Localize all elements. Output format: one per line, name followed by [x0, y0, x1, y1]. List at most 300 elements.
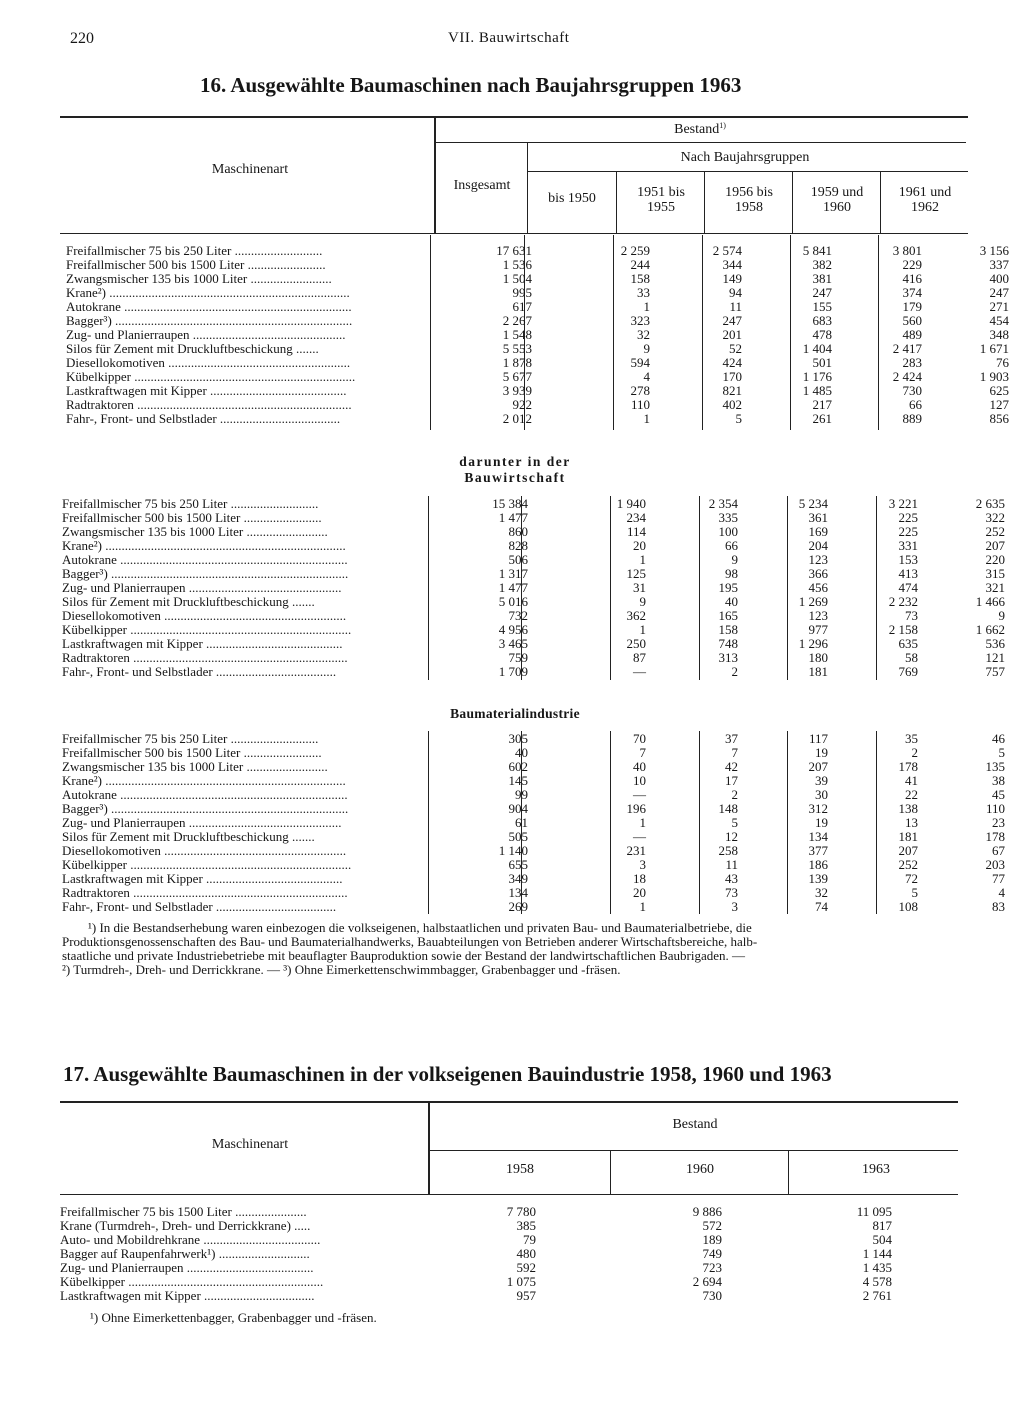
table16-top-rule	[60, 116, 968, 118]
table-cell: 72	[905, 871, 918, 886]
table16-footnote-line-2: Produktionsgenossenschaften des Bau- und Baumaterialhandwerks, Bauabteilungen von Betrieben anderer Wirtschaftsbereiche, halb-	[62, 934, 758, 949]
table-row	[62, 636, 1005, 651]
table-row	[62, 871, 1005, 886]
table-cell: 9 886	[692, 1204, 722, 1219]
table-cell: 2 424	[892, 369, 922, 384]
table-cell: 1	[643, 299, 650, 314]
row-label: Kübelkipper ....................................................................	[66, 370, 356, 384]
table-cell: 169	[808, 524, 828, 539]
table-row	[62, 731, 1005, 746]
table-cell: 31	[633, 580, 646, 595]
table-cell: 11	[729, 299, 742, 314]
table16-header-col-4: 1959 und 1960	[810, 185, 864, 215]
table-cell: 1 404	[802, 341, 832, 356]
table-cell: 41	[905, 773, 918, 788]
table17-header-year-1: 1958	[506, 1162, 534, 1177]
table-row	[60, 1219, 960, 1233]
row-label: Zwangsmischer 135 bis 1000 Liter .........................	[62, 760, 328, 774]
table-cell: 250	[626, 636, 646, 651]
table17-header-maschinenart: Maschinenart	[211, 1137, 289, 1152]
table-cell: 117	[808, 731, 828, 746]
table-cell: 138	[898, 801, 918, 816]
table-cell: 40	[725, 594, 738, 609]
row-label: Fahr-, Front- und Selbstlader .....................................	[62, 665, 337, 679]
table-cell: 489	[902, 327, 922, 342]
row-label: Zug- und Planierraupen ...............................................	[62, 816, 342, 830]
table-row	[60, 1261, 960, 1275]
page-number: 220	[70, 30, 94, 47]
table-cell: 283	[902, 355, 922, 370]
table-cell: 134	[808, 829, 828, 844]
table-cell: 98	[725, 566, 738, 581]
row-label: Lastkraftwagen mit Kipper ..........................................	[62, 872, 343, 886]
table17-header-bestand: Bestand	[672, 1117, 718, 1132]
table-cell: 635	[898, 636, 918, 651]
table-cell: 74	[815, 899, 828, 914]
table-cell: 817	[872, 1218, 892, 1233]
table-cell: 2	[731, 787, 738, 802]
table-row	[66, 369, 1009, 384]
table-cell: 617	[512, 299, 532, 314]
table-cell: 2 232	[888, 594, 918, 609]
table-cell: 9	[643, 341, 650, 356]
table-cell: 252	[985, 524, 1005, 539]
table-cell: 12	[725, 829, 738, 844]
table-cell: 344	[722, 257, 742, 272]
table-cell: 2 761	[862, 1288, 892, 1303]
table-cell: 505	[508, 829, 528, 844]
table-cell: 83	[992, 899, 1005, 914]
table-cell: 180	[808, 650, 828, 665]
table-row	[62, 496, 1005, 511]
table-cell: 1 466	[975, 594, 1005, 609]
table-cell: 904	[508, 801, 528, 816]
row-label: Zwangsmischer 135 bis 1000 Liter .........................	[66, 272, 332, 286]
table-cell: 58	[905, 650, 918, 665]
table-cell: 39	[815, 773, 828, 788]
table-cell: 4 956	[498, 622, 528, 637]
table-cell: 158	[630, 271, 650, 286]
table-cell: —	[633, 664, 646, 679]
table-cell: 17	[725, 773, 738, 788]
table-cell: 1	[643, 411, 650, 426]
table-cell: 195	[718, 580, 738, 595]
table-cell: 247	[722, 313, 742, 328]
table-cell: 1 940	[616, 496, 646, 511]
table-cell: 42	[725, 759, 738, 774]
table16-bestand-label: Bestand	[674, 122, 720, 137]
row-label: Lastkraftwagen mit Kipper ..................................	[60, 1289, 315, 1303]
row-label: Radtraktoren ..................................................................	[66, 398, 352, 412]
table-cell: 625	[989, 383, 1009, 398]
table-cell: 32	[815, 885, 828, 900]
table-cell: 231	[626, 843, 646, 858]
table-cell: 9	[998, 608, 1005, 623]
table-cell: 749	[702, 1246, 722, 1261]
table-cell: 3	[731, 899, 738, 914]
table-cell: 18	[633, 871, 646, 886]
row-label: Zug- und Planierraupen ...............................................	[66, 328, 346, 342]
row-label: Freifallmischer 75 bis 250 Liter ...........................	[66, 244, 323, 258]
table-cell: 2 259	[620, 243, 650, 258]
table16-header-nach-baujahrsgruppen: Nach Baujahrsgruppen	[680, 150, 810, 165]
table-cell: 1 548	[502, 327, 532, 342]
table-cell: 170	[722, 369, 742, 384]
table16-header-col-2: 1951 bis 1955	[637, 185, 685, 215]
table-cell: 38	[992, 773, 1005, 788]
table-cell: 730	[902, 383, 922, 398]
table-cell: 108	[898, 899, 918, 914]
table-cell: 592	[516, 1260, 536, 1275]
row-label: Krane²) ..........................................................................	[66, 286, 350, 300]
table-cell: 382	[812, 257, 832, 272]
table-cell: 1 435	[862, 1260, 892, 1275]
row-label: Bagger³) .........................................................................	[62, 567, 349, 581]
table-cell: 501	[812, 355, 832, 370]
table-cell: 77	[992, 871, 1005, 886]
table-row	[66, 327, 1009, 342]
table-cell: 536	[985, 636, 1005, 651]
table-cell: 331	[898, 538, 918, 553]
table17-title: 17. Ausgewählte Baumaschinen in der volkseigenen Bauindustrie 1958, 1960 und 1963	[63, 1062, 832, 1086]
table-cell: 145	[508, 773, 528, 788]
table-cell: 37	[725, 731, 738, 746]
table-cell: 229	[902, 257, 922, 272]
table-cell: 94	[729, 285, 742, 300]
row-label: Autokrane ......................................................................	[62, 788, 348, 802]
table-cell: 217	[812, 397, 832, 412]
table-row	[66, 383, 1009, 398]
chapter-heading: VII. Bauwirtschaft	[448, 30, 570, 46]
table17-stub-divider	[428, 1103, 430, 1194]
row-label: Bagger³) .........................................................................	[66, 314, 353, 328]
table-cell: 22	[905, 787, 918, 802]
row-label: Kübelkipper ....................................................................	[62, 623, 352, 637]
table-cell: 125	[626, 566, 646, 581]
row-label: Bagger auf Raupenfahrwerk¹) ............................	[60, 1247, 310, 1261]
table-cell: 572	[702, 1218, 722, 1233]
table16-title: 16. Ausgewählte Baumaschinen nach Baujahrsgruppen 1963	[200, 73, 742, 97]
table16-footnotes	[62, 921, 962, 977]
table-cell: 271	[989, 299, 1009, 314]
table-cell: 79	[523, 1232, 536, 1247]
row-label: Silos für Zement mit Druckluftbeschickung .......	[62, 830, 315, 844]
table-cell: 121	[985, 650, 1005, 665]
table-cell: 478	[812, 327, 832, 342]
table-row	[66, 397, 1009, 412]
table-cell: 9	[731, 552, 738, 567]
table-cell: 5	[735, 411, 742, 426]
table16-vline-2	[616, 172, 617, 233]
table-cell: 400	[989, 271, 1009, 286]
table16-vline-3	[704, 172, 705, 233]
table-cell: 258	[718, 843, 738, 858]
table-cell: 361	[808, 510, 828, 525]
table-row	[60, 1205, 960, 1219]
table-cell: 252	[898, 857, 918, 872]
table-cell: 860	[508, 524, 528, 539]
table-cell: 181	[898, 829, 918, 844]
table-cell: 748	[718, 636, 738, 651]
table-cell: 1 485	[802, 383, 832, 398]
row-label: Zug- und Planierraupen .......................................	[60, 1261, 314, 1275]
table-cell: 2	[911, 745, 918, 760]
table-cell: 2 574	[712, 243, 742, 258]
table-cell: 201	[722, 327, 742, 342]
row-label: Radtraktoren ..................................................................	[62, 651, 348, 665]
table16-stub-divider	[434, 117, 436, 233]
table-cell: 127	[989, 397, 1009, 412]
table-cell: 52	[729, 341, 742, 356]
table-cell: 158	[718, 622, 738, 637]
table-cell: 269	[508, 899, 528, 914]
table-cell: 3 939	[502, 383, 532, 398]
table-cell: 1	[639, 815, 646, 830]
table-row	[62, 664, 1005, 679]
table-cell: 149	[722, 271, 742, 286]
row-label: Kübelkipper ....................................................................	[62, 858, 352, 872]
table17-footnote: ¹) Ohne Eimerkettenbagger, Grabenbagger und -fräsen.	[90, 1310, 377, 1325]
table-cell: 413	[898, 566, 918, 581]
table17-header-year-2: 1960	[686, 1162, 714, 1177]
table-cell: 123	[808, 552, 828, 567]
table-cell: 957	[516, 1288, 536, 1303]
table16-footnote-line-3: staatliche und private Industriebetriebe mit beauflagter Bauproduktion sowie der Bestand der landwirtschaftlichen Baubrigaden. —	[62, 948, 746, 963]
table-row	[62, 538, 1005, 553]
row-label: Auto- und Mobildrehkrane ....................................	[60, 1233, 321, 1247]
table-cell: 769	[898, 664, 918, 679]
table-cell: 5 677	[502, 369, 532, 384]
table-cell: 179	[902, 299, 922, 314]
table-cell: 207	[898, 843, 918, 858]
table-cell: 40	[633, 759, 646, 774]
table-cell: 313	[718, 650, 738, 665]
table-cell: 225	[898, 510, 918, 525]
row-label: Autokrane ......................................................................	[66, 300, 352, 314]
table-cell: 5	[911, 885, 918, 900]
table-cell: 995	[512, 285, 532, 300]
table-cell: 43	[725, 871, 738, 886]
table-cell: 15 384	[492, 496, 528, 511]
table-cell: 23	[992, 815, 1005, 830]
table-cell: 178	[985, 829, 1005, 844]
table-row	[62, 885, 1005, 900]
table16-section-heading-text: darunter in der Bauwirtschaft	[459, 454, 571, 485]
table-cell: 139	[808, 871, 828, 886]
row-label: Freifallmischer 500 bis 1500 Liter ........................	[62, 511, 322, 525]
row-label: Silos für Zement mit Druckluftbeschickung .......	[62, 595, 315, 609]
row-label: Freifallmischer 75 bis 1500 Liter ......................	[60, 1205, 307, 1219]
table-cell: 1 709	[498, 664, 528, 679]
table-cell: 19	[815, 745, 828, 760]
table-cell: 5 841	[802, 243, 832, 258]
table-row	[62, 622, 1005, 637]
table-row	[62, 759, 1005, 774]
table-cell: 33	[637, 285, 650, 300]
table-cell: 1 536	[502, 257, 532, 272]
table-cell: 655	[508, 857, 528, 872]
table-cell: 377	[808, 843, 828, 858]
table-row	[66, 271, 1009, 286]
row-label: Fahr-, Front- und Selbstlader .....................................	[62, 900, 337, 914]
table-cell: 1 075	[506, 1274, 536, 1289]
table-cell: 114	[626, 524, 646, 539]
table-cell: 1 296	[798, 636, 828, 651]
table16-footnote-line-4: ²) Turmdreh-, Dreh- und Derrickkrane. — ³) Ohne Eimerkettenschwimmbagger, Grabenbagger und -fräsen.	[62, 962, 621, 977]
table16-bestand-footnote-ref: 1)	[719, 121, 726, 130]
table16-header-col-1: bis 1950	[548, 191, 596, 206]
table-cell: 335	[718, 510, 738, 525]
table-row	[62, 773, 1005, 788]
table-row	[62, 787, 1005, 802]
table-cell: 4 578	[862, 1274, 892, 1289]
table-cell: 2 012	[502, 411, 532, 426]
table17-top-rule	[60, 1101, 958, 1103]
table-cell: 5	[998, 745, 1005, 760]
table-cell: 1 317	[498, 566, 528, 581]
table-row	[62, 857, 1005, 872]
table-cell: 1	[639, 899, 646, 914]
table16-section-heading-baumaterialindustrie: Baumaterialindustrie	[450, 706, 580, 721]
table-row	[66, 355, 1009, 370]
table-cell: 3 801	[892, 243, 922, 258]
table-row	[62, 524, 1005, 539]
table-cell: 594	[630, 355, 650, 370]
table16-baujahr-rule	[527, 171, 968, 172]
table-row	[62, 829, 1005, 844]
table-cell: 402	[722, 397, 742, 412]
table-cell: 148	[718, 801, 738, 816]
table17-vline-2	[788, 1151, 789, 1194]
table-row	[60, 1247, 960, 1261]
table-cell: 3 156	[979, 243, 1009, 258]
table-cell: 856	[989, 411, 1009, 426]
table-cell: —	[633, 829, 646, 844]
table-cell: 46	[992, 731, 1005, 746]
table-cell: 196	[626, 801, 646, 816]
row-label: Fahr-, Front- und Selbstlader .....................................	[66, 412, 341, 426]
table-cell: 11	[725, 857, 738, 872]
table-cell: 5 553	[502, 341, 532, 356]
row-label: Freifallmischer 500 bis 1500 Liter ........................	[66, 258, 326, 272]
table-cell: 2 267	[502, 313, 532, 328]
table16-header-insgesamt: Insgesamt	[453, 178, 511, 193]
table-cell: 1 144	[862, 1246, 892, 1261]
table-cell: 165	[718, 608, 738, 623]
table-cell: 1 504	[502, 271, 532, 286]
table-cell: 76	[996, 355, 1009, 370]
table17-bestand-rule	[430, 1150, 958, 1151]
table-cell: 100	[718, 524, 738, 539]
table-row	[66, 341, 1009, 356]
table-row	[62, 815, 1005, 830]
table-cell: 506	[508, 552, 528, 567]
table-cell: 4	[998, 885, 1005, 900]
table-cell: 204	[808, 538, 828, 553]
table-cell: 602	[508, 759, 528, 774]
table-cell: 99	[515, 787, 528, 802]
table-cell: 1 671	[979, 341, 1009, 356]
table16-section-heading-bauwirtschaft	[420, 454, 610, 486]
table-cell: 504	[872, 1232, 892, 1247]
table-row	[60, 1233, 960, 1247]
table-cell: 207	[985, 538, 1005, 553]
table-cell: 7	[639, 745, 646, 760]
table17-vline-1	[610, 1151, 611, 1194]
table-cell: 135	[985, 759, 1005, 774]
table-cell: 225	[898, 524, 918, 539]
table-cell: 5 234	[798, 496, 828, 511]
table-cell: 66	[909, 397, 922, 412]
row-label: Diesellokomotiven ........................................................	[66, 356, 351, 370]
row-label: Diesellokomotiven ........................................................	[62, 609, 347, 623]
table-cell: 186	[808, 857, 828, 872]
table-cell: 683	[812, 313, 832, 328]
table-cell: 757	[985, 664, 1005, 679]
table-cell: 2 354	[708, 496, 738, 511]
table-cell: 203	[985, 857, 1005, 872]
table-cell: 349	[508, 871, 528, 886]
table-cell: 110	[630, 397, 650, 412]
table-cell: 9	[639, 594, 646, 609]
table-cell: 315	[985, 566, 1005, 581]
table-cell: 73	[905, 608, 918, 623]
table-row	[62, 801, 1005, 816]
table-row	[62, 552, 1005, 567]
table16-header-bestand	[640, 122, 760, 137]
table-cell: 416	[902, 271, 922, 286]
table-cell: 889	[902, 411, 922, 426]
row-label: Lastkraftwagen mit Kipper ..........................................	[62, 637, 343, 651]
table-cell: 821	[722, 383, 742, 398]
table-row	[62, 608, 1005, 623]
table-cell: 247	[812, 285, 832, 300]
row-label: Krane (Turmdreh-, Dreh- und Derrickkrane) .....	[60, 1219, 311, 1233]
table-row	[62, 594, 1005, 609]
table-cell: 1 662	[975, 622, 1005, 637]
table-cell: 70	[633, 731, 646, 746]
table-row	[66, 285, 1009, 300]
table-cell: 17 631	[496, 243, 532, 258]
row-label: Kübelkipper ............................................................	[60, 1275, 324, 1289]
table-cell: 10	[633, 773, 646, 788]
table-cell: 30	[815, 787, 828, 802]
table17-header-year-3: 1963	[862, 1162, 890, 1177]
table-cell: 1 269	[798, 594, 828, 609]
table-cell: 1 176	[802, 369, 832, 384]
row-label: Freifallmischer 75 bis 250 Liter ...........................	[62, 497, 319, 511]
row-label: Zwangsmischer 135 bis 1000 Liter .........................	[62, 525, 328, 539]
table-row	[62, 566, 1005, 581]
table-cell: 323	[630, 313, 650, 328]
table-cell: 1 140	[498, 843, 528, 858]
table-cell: 2 694	[692, 1274, 722, 1289]
table-cell: 87	[633, 650, 646, 665]
table-cell: 322	[985, 510, 1005, 525]
table-row	[66, 243, 1009, 258]
table-cell: 321	[985, 580, 1005, 595]
table-cell: 3 465	[498, 636, 528, 651]
table-cell: 3	[639, 857, 646, 872]
table-cell: 244	[630, 257, 650, 272]
table-cell: 155	[812, 299, 832, 314]
row-label: Freifallmischer 500 bis 1500 Liter ........................	[62, 746, 322, 760]
table-cell: 2	[731, 664, 738, 679]
table-cell: 67	[992, 843, 1005, 858]
table-cell: 278	[630, 383, 650, 398]
table-cell: 922	[512, 397, 532, 412]
table-cell: 348	[989, 327, 1009, 342]
